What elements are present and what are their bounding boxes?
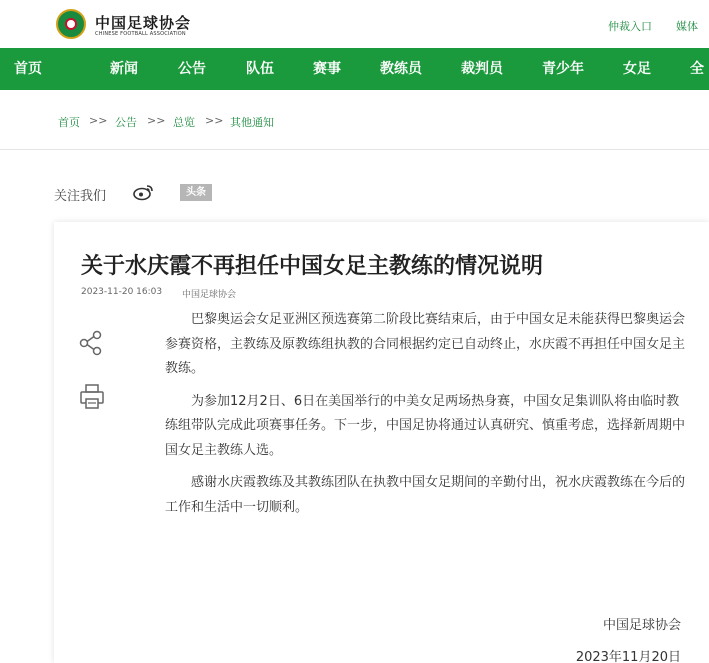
weibo-icon[interactable] bbox=[133, 183, 155, 201]
breadcrumb-separator: >> bbox=[89, 114, 108, 127]
nav-item-news[interactable]: 新闻 bbox=[110, 61, 138, 77]
signature-date: 2023年11月20日 bbox=[575, 650, 681, 663]
article-source: 中国足球协会 bbox=[182, 290, 237, 300]
nav-item-coaches[interactable]: 教练员 bbox=[380, 61, 422, 77]
top-header bbox=[0, 0, 709, 48]
breadcrumb-announcements[interactable]: 公告 bbox=[115, 116, 137, 129]
cfa-logo[interactable] bbox=[56, 9, 86, 39]
nav-item-home[interactable]: 首页 bbox=[14, 61, 42, 77]
article-date: 2023-11-20 16:03 bbox=[81, 287, 163, 297]
article-paragraph: 为参加12月2日、6日在美国举行的中美女足两场热身赛，中国女足集训队将由临时教练组带队完成此项赛事任务。下一步，中国足协将通过认真研究、慎重考虑，选择新周期中国女足主教练人选。 bbox=[165, 393, 686, 458]
nav-item-matches[interactable]: 赛事 bbox=[313, 61, 341, 77]
article-card bbox=[54, 222, 709, 663]
nav-item-more[interactable]: 全 bbox=[690, 61, 704, 77]
nav-item-teams[interactable]: 队伍 bbox=[246, 61, 274, 77]
arbitration-link[interactable]: 仲裁入口 bbox=[608, 20, 652, 33]
nav-item-youth[interactable]: 青少年 bbox=[542, 61, 584, 77]
breadcrumb-overview[interactable]: 总览 bbox=[173, 116, 195, 129]
share-icon[interactable] bbox=[78, 330, 104, 356]
breadcrumb bbox=[0, 90, 709, 150]
brand-name[interactable]: 中国足球协会 bbox=[95, 14, 192, 32]
article-paragraph: 感谢水庆霞教练及其教练团队在执教中国女足期间的辛勤付出，祝水庆霞教练在今后的工作和生活中一切顺利。 bbox=[165, 475, 686, 515]
brand-name-english: CHINESE FOOTBALL ASSOCIATION bbox=[95, 31, 186, 37]
breadcrumb-home[interactable]: 首页 bbox=[58, 116, 80, 129]
breadcrumb-separator: >> bbox=[205, 114, 224, 127]
article-body bbox=[165, 308, 685, 528]
main-nav bbox=[0, 48, 709, 90]
breadcrumb-other-notices[interactable]: 其他通知 bbox=[230, 116, 274, 129]
print-icon[interactable] bbox=[79, 382, 105, 412]
nav-item-womens-football[interactable]: 女足 bbox=[623, 61, 651, 77]
article-title: 关于水庆霞不再担任中国女足主教练的情况说明 bbox=[81, 254, 544, 279]
nav-item-referees[interactable]: 裁判员 bbox=[461, 61, 503, 77]
logo-emblem bbox=[65, 18, 77, 30]
signature-organization: 中国足球协会 bbox=[602, 618, 681, 633]
follow-us-label: 关注我们 bbox=[54, 189, 107, 204]
article-paragraph: 巴黎奥运会女足亚洲区预选赛第二阶段比赛结束后，由于中国女足未能获得巴黎奥运会参赛资格，主教练及原教练组执教的合同根据约定已自动终止，水庆霞不再担任中国女足主教练。 bbox=[165, 312, 686, 376]
nav-item-announcements[interactable]: 公告 bbox=[178, 61, 206, 77]
media-link[interactable]: 媒体 bbox=[676, 20, 698, 33]
toutiao-icon[interactable]: 头条 bbox=[180, 184, 212, 201]
breadcrumb-separator: >> bbox=[147, 114, 166, 127]
